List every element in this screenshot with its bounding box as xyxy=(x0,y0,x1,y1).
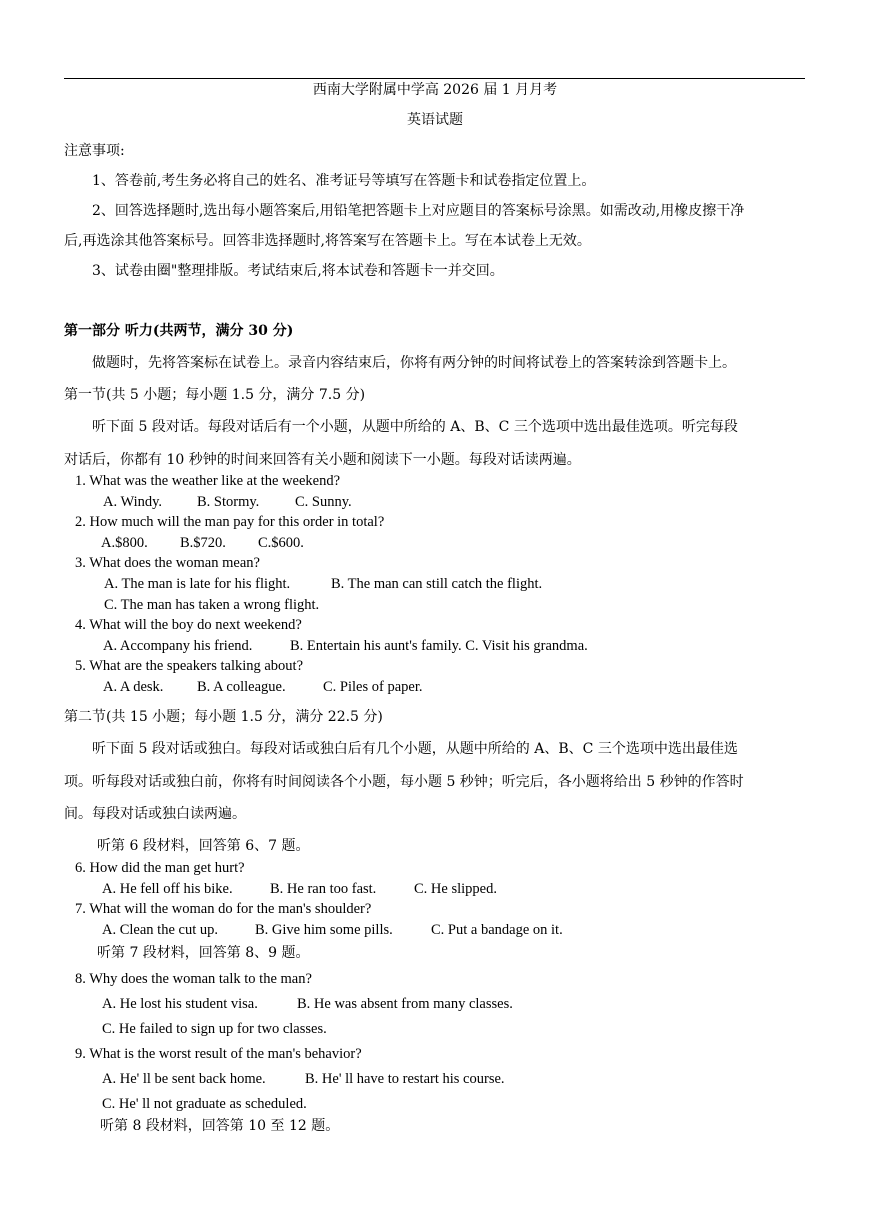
question-2-stem: 2. How much will the man pay for this order in total? xyxy=(75,514,385,530)
section2-instruction-1: 听下面 5 段对话或独白。每段对话或独白后有几个小题，从题中所给的 A、B、C 三个选项中选出最佳选 xyxy=(92,741,738,757)
subject-title: 英语试题 xyxy=(407,112,463,128)
question-6-option-b: B. He ran too fast. xyxy=(270,881,377,897)
question-5-stem: 5. What are the speakers talking about? xyxy=(75,658,304,674)
question-3-stem: 3. What does the woman mean? xyxy=(75,555,260,571)
question-7-stem: 7. What will the woman do for the man's shoulder? xyxy=(75,901,372,917)
part1-intro: 做题时，先将答案标在试卷上。录音内容结束后，你将有两分钟的时间将试卷上的答案转涂到答题卡上。 xyxy=(92,355,736,371)
material-7-note: 听第 7 段材料，回答第 8、9 题。 xyxy=(97,945,310,961)
question-8-option-c: C. He failed to sign up for two classes. xyxy=(102,1021,327,1037)
question-9-option-b: B. He' ll have to restart his course. xyxy=(305,1071,505,1087)
question-5-option-b: B. A colleague. xyxy=(197,679,286,695)
material-6-note: 听第 6 段材料，回答第 6、7 题。 xyxy=(97,838,310,854)
question-4-option-a: A. Accompany his friend. xyxy=(103,638,253,654)
part1-title: 第一部分 听力(共两节，满分 30 分) xyxy=(64,323,294,339)
header-rule xyxy=(64,78,805,79)
section1-title: 第一节(共 5 小题；每小题 1.5 分，满分 7.5 分) xyxy=(64,387,366,403)
notice-heading: 注意事项: xyxy=(64,143,125,159)
question-2-option-b: B.$720. xyxy=(180,535,226,551)
question-7-option-b: B. Give him some pills. xyxy=(255,922,393,938)
question-9-option-a: A. He' ll be sent back home. xyxy=(102,1071,266,1087)
section1-instruction-2: 对话后，你都有 10 秒钟的时间来回答有关小题和阅读下一小题。每段对话读两遍。 xyxy=(64,452,581,468)
question-5-option-a: A. A desk. xyxy=(103,679,164,695)
notice-item-1: 1、答卷前,考生务必将自己的姓名、准考证号等填写在答题卡和试卷指定位置上。 xyxy=(92,173,596,189)
material-8-note: 听第 8 段材料，回答第 10 至 12 题。 xyxy=(100,1118,340,1134)
question-6-option-a: A. He fell off his bike. xyxy=(102,881,233,897)
question-6-option-c: C. He slipped. xyxy=(414,881,497,897)
question-5-option-c: C. Piles of paper. xyxy=(323,679,423,695)
notice-item-2-cont: 后,再选涂其他答案标号。回答非选择题时,将答案写在答题卡上。写在本试卷上无效。 xyxy=(64,233,591,249)
section2-title: 第二节(共 15 小题；每小题 1.5 分，满分 22.5 分) xyxy=(64,709,383,725)
question-4-option-b: B. Entertain his aunt's family. C. Visit his grandma. xyxy=(290,638,588,654)
question-2-option-c: C.$600. xyxy=(258,535,304,551)
question-7-option-c: C. Put a bandage on it. xyxy=(431,922,563,938)
question-1-option-a: A. Windy. xyxy=(103,494,163,510)
question-1-stem: 1. What was the weather like at the weekend? xyxy=(75,473,341,489)
section2-instruction-2: 项。听每段对话或独白前，你将有时间阅读各个小题，每小题 5 秒钟；听完后，各小题将给出 5 秒钟的作答时 xyxy=(64,774,744,790)
question-3-option-c: C. The man has taken a wrong flight. xyxy=(104,597,320,613)
question-6-stem: 6. How did the man get hurt? xyxy=(75,860,245,876)
question-8-stem: 8. Why does the woman talk to the man? xyxy=(75,971,312,987)
question-9-option-c: C. He' ll not graduate as scheduled. xyxy=(102,1096,307,1112)
section2-instruction-3: 间。每段对话或独白读两遍。 xyxy=(64,806,246,822)
question-1-option-b: B. Stormy. xyxy=(197,494,260,510)
question-3-option-a: A. The man is late for his flight. xyxy=(104,576,291,592)
notice-item-2: 2、回答选择题时,选出每小题答案后,用铅笔把答题卡上对应题目的答案标号涂黑。如需改动,用橡皮擦干净 xyxy=(92,203,745,219)
question-7-option-a: A. Clean the cut up. xyxy=(102,922,218,938)
question-4-stem: 4. What will the boy do next weekend? xyxy=(75,617,302,633)
section1-instruction-1: 听下面 5 段对话。每段对话后有一个小题，从题中所给的 A、B、C 三个选项中选出最佳选项。听完每段 xyxy=(92,419,738,435)
question-9-stem: 9. What is the worst result of the man's behavior? xyxy=(75,1046,362,1062)
notice-item-3: 3、试卷由圈"整理排版。考试结束后,将本试卷和答题卡一并交回。 xyxy=(92,263,504,279)
question-8-option-b: B. He was absent from many classes. xyxy=(297,996,513,1012)
school-title: 西南大学附属中学高 2026 届 1 月月考 xyxy=(312,82,558,98)
question-8-option-a: A. He lost his student visa. xyxy=(102,996,258,1012)
question-2-option-a: A.$800. xyxy=(101,535,148,551)
question-3-option-b: B. The man can still catch the flight. xyxy=(331,576,543,592)
question-1-option-c: C. Sunny. xyxy=(295,494,352,510)
